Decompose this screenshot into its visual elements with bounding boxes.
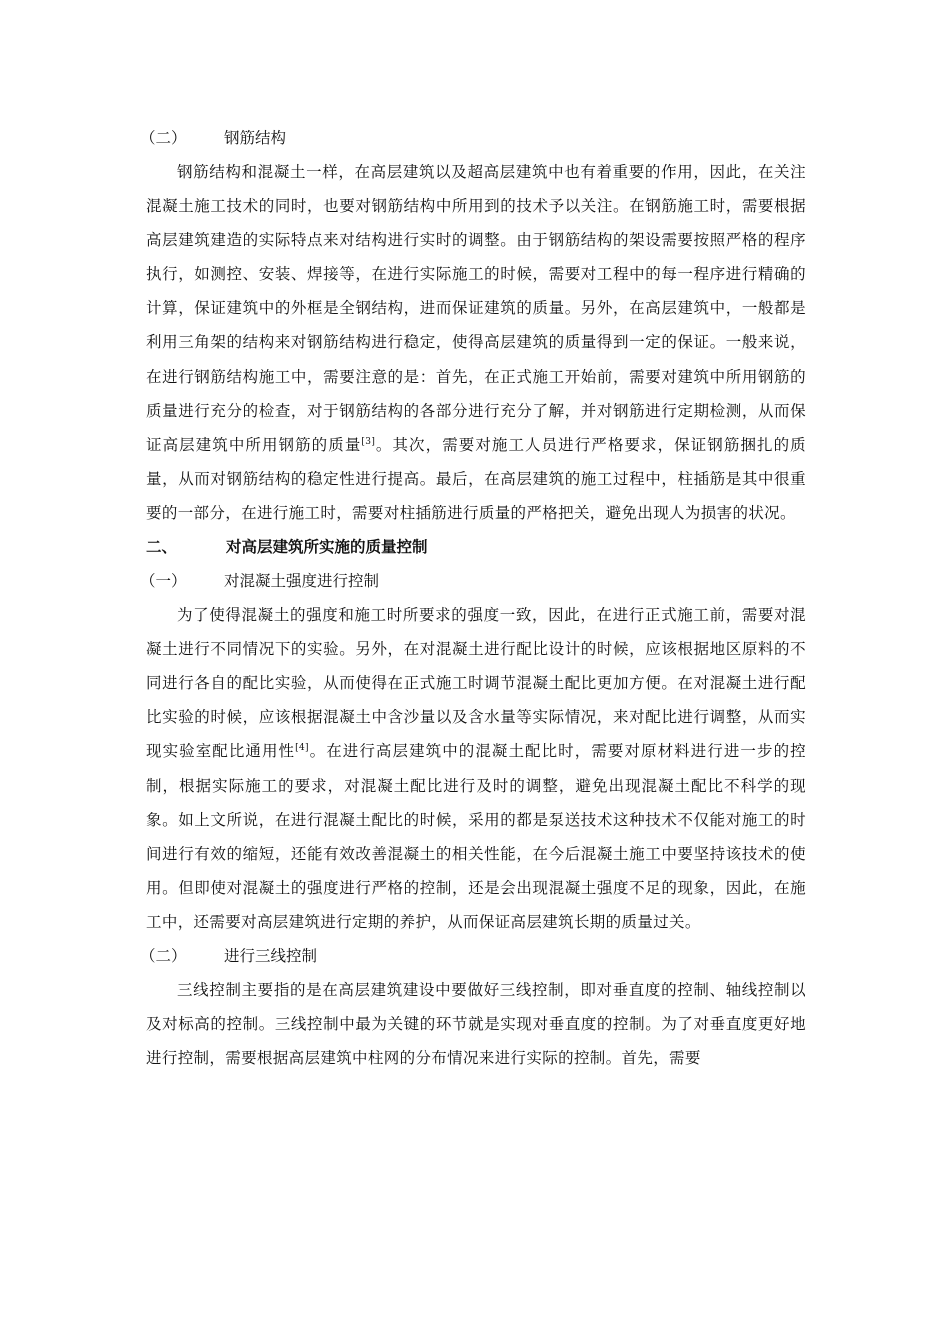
section-heading	[140, 564, 806, 598]
section-number: （一）	[140, 572, 187, 591]
text-run: 。其次，需要对施工人员进行严格要求，保证钢筋捆扎的质量，从而对钢筋结构的稳定性进行提高。最后，在高层建筑的施工过程中，柱插筋是其中很重要的一部分，在进行施工时，需要对柱插筋进行质量的严格把关，避免出现人为损害的状况。	[146, 435, 806, 522]
chapter-title: 对高层建筑所实施的质量控制	[226, 537, 428, 557]
text-run: 。在进行高层建筑中的混凝土配比时，需要对原材料进行进一步的控制，根据实际施工的要求，对混凝土配比进行及时的调整，避免出现混凝土配比不科学的现象。如上文所说，在进行混凝土配比的时候，采用的都是泵送技术这种技术不仅能对施工的时间进行有效的缩短，还能有效改善混凝土的相关性能，在今后混凝土施工中要坚持该技术的使用。但即使对混凝土的强度进行严格的控制，还是会出现混凝土强度不足的现象，因此，在施工中，还需要对高层建筑进行定期的养护，从而保证高层建筑长期的质量过关。	[146, 742, 806, 931]
text-run: 为了使得混凝土的强度和施工时所要求的强度一致，因此，在进行正式施工前，需要对混凝土进行不同情况下的实验。另外，在对混凝土进行配比设计的时候，应该根据地区原料的不同进行各自的配比实验，从而使得在正式施工时调节混凝土配比更加方便。在对混凝土进行配比实验的时候，应该根据混凝土中含沙量以及含水量等实际情况，来对配比进行调整，从而实现实验室配比通用性	[146, 606, 806, 761]
section-title: 钢筋结构	[224, 129, 287, 147]
section-heading	[140, 939, 806, 973]
section-title: 对混凝土强度进行控制	[224, 572, 380, 591]
section-title: 进行三线控制	[224, 946, 318, 965]
citation-ref: [4]	[295, 743, 309, 754]
section-heading	[140, 121, 806, 155]
citation-ref: [3]	[361, 436, 376, 447]
section-number: （二）	[140, 129, 187, 147]
body-paragraph	[146, 155, 806, 530]
body-paragraph	[146, 598, 806, 939]
body-paragraph	[146, 973, 806, 1075]
text-run: 三线控制主要指的是在高层建筑建设中要做好三线控制，即对垂直度的控制、轴线控制以及对标高的控制。三线控制中最为关键的环节就是实现对垂直度的控制。为了对垂直度更好地进行控制，需要根据高层建筑中柱网的分布情况来进行实际的控制。首先，需要	[146, 980, 806, 1068]
document-page	[140, 121, 806, 1075]
chapter-number: 二、	[146, 537, 178, 557]
chapter-heading	[146, 530, 806, 564]
text-run: 钢筋结构和混凝土一样，在高层建筑以及超高层建筑中也有着重要的作用，因此，在关注混凝土施工技术的同时，也要对钢筋结构中所用到的技术予以关注。在钢筋施工时，需要根据高层建筑建造的实际特点来对结构进行实时的调整。由于钢筋结构的架设需要按照严格的程序执行，如测控、安装、焊接等，在进行实际施工的时候，需要对工程中的每一程序进行精确的计算，保证建筑中的外框是全钢结构，进而保证建筑的质量。另外，在高层建筑中，一般都是利用三角架的结构来对钢筋结构进行稳定，使得高层建筑的质量得到一定的保证。一般来说，在进行钢筋结构施工中，需要注意的是：首先，在正式施工开始前，需要对建筑中所用钢筋的质量进行充分的检查，对于钢筋结构的各部分进行充分了解，并对钢筋进行定期检测，从而保证高层建筑中所用钢筋的质量	[146, 163, 806, 454]
section-number: （二）	[140, 946, 187, 965]
